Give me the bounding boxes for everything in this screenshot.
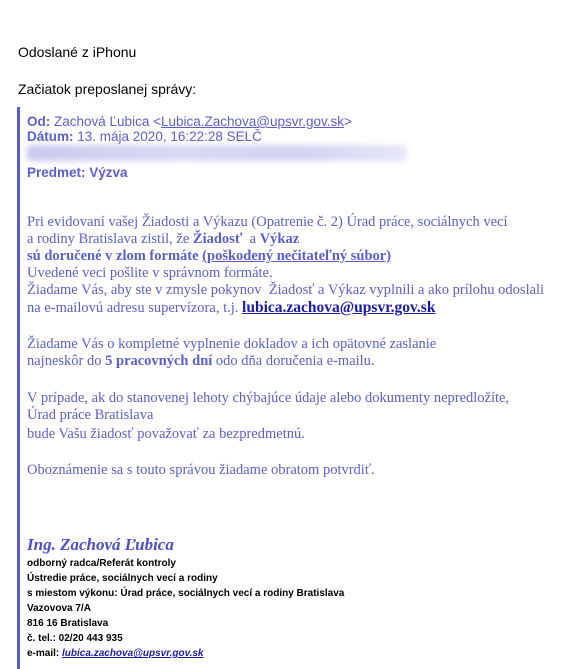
body-line: Žiadame Vás, aby ste v zmysle pokynov Žiadosť a Výkaz vyplnili a ako prílohu odoslali: [27, 282, 545, 298]
body-line: [27, 231, 299, 248]
from-row: [27, 114, 352, 129]
from-email-open: <: [153, 114, 161, 129]
signature-email-label: e-mail:: [27, 648, 63, 659]
from-name: Zachová Ľubica: [54, 114, 150, 129]
body-bold-vykaz: Výkaz: [259, 231, 300, 247]
subject-value: Výzva: [89, 165, 128, 180]
from-email-close: >: [344, 114, 352, 129]
body-line: V prípade, ak do stanovenej lehoty chýbajúce údaje alebo dokumenty nepredložíte,: [27, 390, 510, 406]
body-line: [27, 299, 435, 317]
body-line: [27, 248, 391, 265]
date-label: Dátum:: [27, 129, 74, 144]
date-value: 13. mája 2020, 16:22:28 SELČ: [77, 129, 262, 144]
forward-intro-text: Začiatok preposlanej správy:: [18, 81, 197, 97]
subject-label: Predmet:: [27, 165, 86, 180]
signature-line: č. tel.: 02/20 443 935: [27, 633, 123, 644]
signature-email-row: [27, 648, 204, 659]
supervisor-email-link[interactable]: lubica.zachova@upsvr.gov.sk: [242, 299, 436, 316]
signature-line: 816 16 Bratislava: [27, 618, 109, 629]
body-text-span: a rodiny Bratislava zistil, že: [27, 231, 193, 247]
body-bold-wrong-format: sú doručené v zlom formáte: [27, 248, 203, 264]
signature-line: Vazovova 7/A: [27, 603, 91, 614]
body-line: Úrad práce Bratislava: [27, 407, 154, 423]
signature-email-link[interactable]: lubica.zachova@upsvr.gov.sk: [62, 648, 204, 659]
subject-row: [27, 165, 128, 180]
body-line: Žiadame Vás o kompletné vyplnenie dokladov a ich opätovné zaslanie: [27, 336, 437, 352]
body-bold-ziadost: Žiadosť: [192, 231, 243, 247]
date-row: [27, 129, 262, 144]
signature-line: Ústredie práce, sociálnych vecí a rodiny: [27, 573, 218, 584]
from-email-link[interactable]: Lubica.Zachova@upsvr.gov.sk: [160, 114, 345, 129]
signature-line: s miestom výkonu: Úrad práce, sociálnych vecí a rodiny Bratislava: [27, 588, 345, 599]
body-line: bude Vašu žiadosť považovať za bezpredmetnú.: [27, 426, 305, 442]
body-bold-damaged-file: (poškodený nečitateľný súbor): [202, 248, 392, 264]
body-line: Uvedené veci pošlite v správnom formáte.: [27, 265, 273, 281]
body-text-span: odo dňa doručenia e-mailu.: [212, 353, 375, 369]
redacted-recipient-blur: [27, 145, 407, 161]
signature-name: Ing. Zachová Ľubica: [27, 535, 174, 554]
signature-line: odborný radca/Referát kontroly: [27, 558, 176, 569]
quote-bar: [17, 107, 20, 669]
body-line: [27, 353, 375, 370]
body-line: Oboznámenie sa s touto správou žiadame obratom potvrdiť.: [27, 462, 375, 478]
body-line: Pri evidovaní vašej Žiadosti a Výkazu (Opatrenie č. 2) Úrad práce, sociálnych vecí: [27, 214, 508, 230]
body-text-span: na e-mailovú adresu supervízora, t.j.: [27, 300, 243, 316]
sent-from-text: Odoslané z iPhonu: [18, 44, 137, 60]
body-text-span: a: [242, 231, 260, 247]
body-text-span: najneskôr do: [27, 353, 106, 369]
body-bold-deadline: 5 pracovných dní: [105, 353, 213, 369]
from-label: Od:: [27, 114, 51, 129]
